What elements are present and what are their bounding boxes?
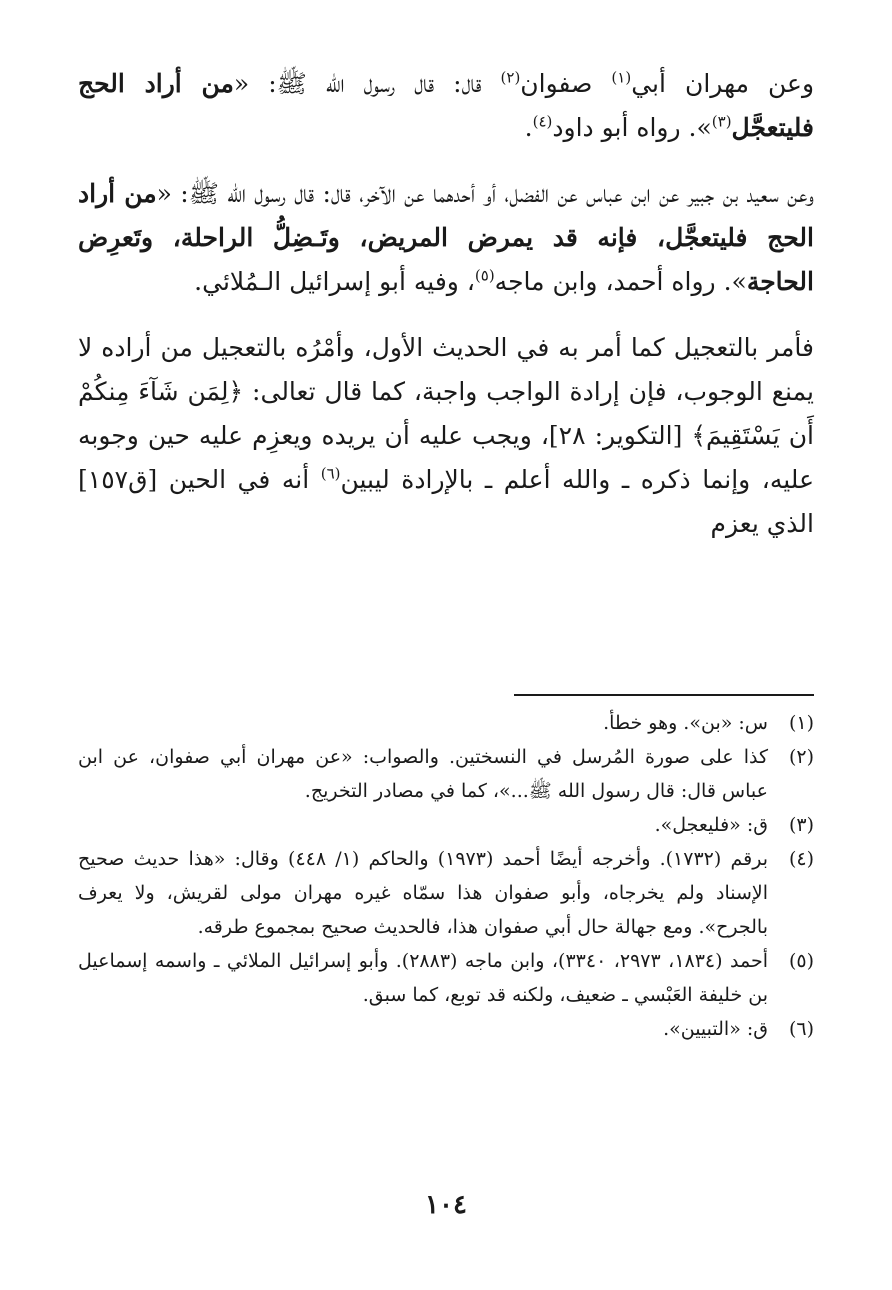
footnote-marker: (٤)	[532, 112, 553, 131]
footnote-number: (٢)	[788, 746, 814, 768]
footnote-5	[78, 944, 814, 1012]
footnote-separator	[514, 694, 814, 696]
body-text: ». رواه أحمد، وابن ماجه	[494, 267, 747, 296]
footnote-number: (٤)	[788, 848, 814, 870]
paragraph-2	[78, 172, 814, 304]
footnote-text: أحمد (١٨٣٤، ٢٩٧٣، ٣٣٤٠)، وابن ماجه (٢٨٨٣). وأبو إسرائيل الملائي ـ واسمه إسماعيل بن خليفة العَبْسي ـ ضعيف، ولكنه قد توبع، كما سبق.	[78, 950, 768, 1006]
footnote-number: (١)	[788, 712, 814, 734]
footnotes	[78, 706, 814, 1046]
footnote-text: كذا على صورة المُرسل في النسختين. والصواب: «عن مهران أبي صفوان، عن ابن عباس قال: قال رسول الله ﷺ...»، كما في مصادر التخريج.	[78, 746, 768, 802]
footnote-1	[78, 706, 814, 740]
footnote-marker: (٥)	[474, 266, 495, 285]
paragraph-3	[78, 326, 814, 546]
footnote-6	[78, 1012, 814, 1046]
footnote-number: (٦)	[788, 1018, 814, 1040]
footnote-marker: (٢)	[500, 68, 521, 87]
body-text: ، وفيه أبو إسرائيل الـمُلائي.	[194, 267, 475, 296]
footnote-number: (٣)	[788, 814, 814, 836]
footnote-marker: (٦)	[320, 464, 341, 483]
footnote-2	[78, 740, 814, 808]
hadith-text: من أراد الحج فليتعجَّل، فإنه قد يمرض المريض، وتَـضِلُّ الراحلة، وتَعرِض الحاجة	[78, 179, 814, 296]
footnote-text: برقم (١٧٣٢). وأخرجه أيضًا أحمد (١٩٧٣) والحاكم (١/ ٤٤٨) وقال: «هذا حديث صحيح الإسناد ولم يخرجاه، وأبو صفوان هذا سمّاه غيره مهران مولى لقريش، ولا يعرف بالجرح». ومع جهالة حال أبي صفوان هذا، فالحديث صحيح بمجموع طرقه.	[78, 848, 768, 938]
paragraph-1	[78, 62, 814, 150]
body-text: فأمر بالتعجيل كما أمر به في الحديث الأول، وأمْرُه بالتعجيل من أراده لا يمنع الوجوب، فإن إرادة الواجب واجبة، كما قال تعالى: ﴿لِمَن شَآءَ مِنكُمْ أَن يَسْتَقِيمَ﴾ [التكوير: ٢٨]، ويجب عليه أن يريده ويعزِم عليه حين وجوبه عليه، وإنما ذكره ـ والله أعلم ـ بالإرادة ليبين	[78, 333, 815, 494]
footnote-3	[78, 808, 814, 842]
footnote-4	[78, 842, 814, 944]
footnote-text: ق: «فليعجل».	[654, 814, 768, 836]
body-text: وعن سعيد بن جبير عن ابن عباس عن الفضل، أو أحدهما عن الآخر، قال: قال رسول الله ﷺ: «	[156, 179, 814, 208]
hadith-text: من أراد الحج فليتعجَّل	[78, 69, 814, 142]
footnote-text: ق: «التبيين».	[663, 1018, 768, 1040]
body-text: وعن مهران أبي	[631, 69, 815, 98]
body-text: ». رواه أبو داود	[552, 113, 712, 142]
footnote-marker: (١)	[611, 68, 632, 87]
main-text	[78, 62, 814, 546]
footnote-marker: (٣)	[711, 112, 732, 131]
body-text: أنه في الحين [ق١٥٧] الذي يعزم	[78, 465, 814, 538]
footnote-number: (٥)	[788, 950, 814, 972]
body-text: قال: قال رسول الله ﷺ: «	[233, 69, 501, 98]
footnote-text: س: «بن». وهو خطأ.	[603, 712, 768, 734]
page-number: ١٠٤	[425, 1190, 467, 1220]
body-text: .	[524, 113, 533, 142]
body-text: صفوان	[520, 69, 612, 98]
